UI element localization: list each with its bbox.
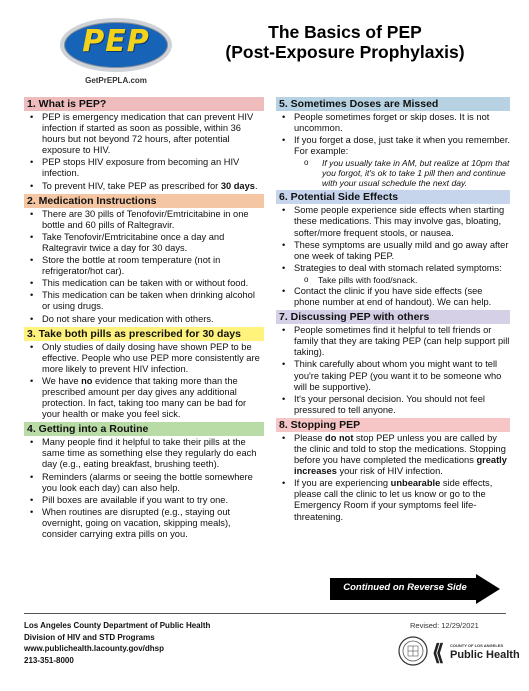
list-item: • Many people find it helpful to take their pills at the same time as something else they regularly do each day (e.g., eating breakfast, brushing teeth). xyxy=(24,437,264,470)
footer-division: Division of HIV and STD Programs xyxy=(24,632,155,642)
page-title xyxy=(200,22,490,62)
sub-list-item: o If you usually take in AM, but realize at 10pm that you forgot, it's ok to take 1 pill then and continue with your usual schedule the next day. xyxy=(294,158,510,188)
list-item: • This medication can be taken with or without food. xyxy=(24,278,264,289)
list-item: • We have no evidence that taking more than the prescribed amount per day gives any additional protection. In fact, taking too many can be bad for your health or make you feel sick. xyxy=(24,376,264,420)
footer-contact xyxy=(24,620,210,666)
list-item: • People sometimes find it helpful to tell friends or family that they are taking PEP (can help support pill taking). xyxy=(276,325,510,358)
section-heading: 1. What is PEP? xyxy=(24,97,264,111)
footer-divider xyxy=(24,613,506,614)
section-heading: 6. Potential Side Effects xyxy=(276,190,510,204)
list-item: • Strategies to deal with stomach related symptoms: o Take pills with food/snack. xyxy=(276,263,510,285)
list-item: • It's your personal decision. You should not feel pressured to tell anyone. xyxy=(276,394,510,416)
list-item: • Do not share your medication with others. xyxy=(24,314,264,325)
section-side-effects xyxy=(276,190,510,308)
public-health-name: Public Health xyxy=(450,649,520,661)
section-heading: 2. Medication Instructions xyxy=(24,194,264,208)
list-item: • Only studies of daily dosing have shown PEP to be effective. People who use PEP more consistently are more likely to prevent HIV infection. xyxy=(24,342,264,375)
section-discussing-pep xyxy=(276,310,510,416)
right-column xyxy=(276,97,510,525)
public-health-county: COUNTY OF LOS ANGELES xyxy=(450,643,504,648)
title-line1: The Basics of PEP xyxy=(268,22,422,42)
sub-list-item: o Take pills with food/snack. xyxy=(294,275,510,285)
list-item: • When routines are disrupted (e.g., staying out overnight, going on vacation, skipping meals), consider carrying extra pills on you. xyxy=(24,507,264,540)
left-column xyxy=(24,97,264,542)
public-health-logo xyxy=(432,640,520,666)
footer-department: Los Angeles County Department of Public Health xyxy=(24,621,211,630)
section-medication-instructions xyxy=(24,194,264,325)
list-item: • These symptoms are usually mild and go away after one week of taking PEP. xyxy=(276,240,510,262)
list-item: • To prevent HIV, take PEP as prescribed for 30 days. xyxy=(24,181,264,192)
list-item: • This medication can be taken when drinking alcohol or using drugs. xyxy=(24,290,264,312)
list-item: • Some people experience side effects when starting these medications. This may involve gas, bloating, softer/more frequent stools, or nausea. xyxy=(276,205,510,238)
list-item: • People sometimes forget or skip doses. It is not uncommon. xyxy=(276,112,510,134)
list-item: • If you are experiencing unbearable side effects, please call the clinic to let us know or go to the Emergency Room if your symptoms feel life-threatening. xyxy=(276,478,510,522)
list-item: • Think carefully about whom you might want to tell you're taking PEP (you want it to be someone who will be supportive). xyxy=(276,359,510,392)
list-item: • Please do not stop PEP unless you are called by the clinic and told to stop the medications. Stopping before you have completed the medications greatly increases your risk of HIV infection. xyxy=(276,433,510,477)
section-stopping-pep xyxy=(276,418,510,523)
list-item: • PEP is emergency medication that can prevent HIV infection if started as soon as possible, within 36 hours but not beyond 72 hours, after potential exposure to HIV. xyxy=(24,112,264,156)
list-item: • Contact the clinic if you have side effects (see phone number at end of handout). We can help. xyxy=(276,286,510,308)
section-what-is-pep xyxy=(24,97,264,192)
footer-website: www.publichealth.lacounty.gov/dhsp xyxy=(24,644,165,653)
county-seal-icon xyxy=(398,636,428,666)
section-missed-doses xyxy=(276,97,510,188)
list-item: • Reminders (alarms or seeing the bottle somewhere you look each day) can also help. xyxy=(24,472,264,494)
continued-arrow xyxy=(330,574,500,604)
footer-phone: 213-351-8000 xyxy=(24,655,74,665)
logo-url: GetPrEPLA.com xyxy=(85,76,147,85)
list-item: • If you forget a dose, just take it when you remember. For example: o If you usually take in AM, but realize at 10pm that you forgot, it's ok to take 1 pill then and continue with your usual schedule the next day. xyxy=(276,135,510,188)
section-take-both-pills xyxy=(24,327,264,421)
section-heading: 8. Stopping PEP xyxy=(276,418,510,432)
list-item: • Take Tenofovir/Emtricitabine once a day and Raltegravir twice a day for 30 days. xyxy=(24,232,264,254)
list-item: • Store the bottle at room temperature (not in refrigerator/hot car). xyxy=(24,255,264,277)
section-routine xyxy=(24,422,264,540)
list-item: • There are 30 pills of Tenofovir/Emtricitabine in one bottle and 60 pills of Raltegravir. xyxy=(24,209,264,231)
section-heading: 4. Getting into a Routine xyxy=(24,422,264,436)
pep-logo xyxy=(60,18,172,88)
section-heading: 3. Take both pills as prescribed for 30 days xyxy=(24,327,264,341)
logo-text: PEP xyxy=(82,24,150,59)
list-item: • PEP stops HIV exposure from becoming an HIV infection. xyxy=(24,157,264,179)
section-heading: 5. Sometimes Doses are Missed xyxy=(276,97,510,111)
revised-date: Revised: 12/29/2021 xyxy=(410,621,479,630)
public-health-mark-icon: ⟪ xyxy=(432,640,445,665)
section-heading: 7. Discussing PEP with others xyxy=(276,310,510,324)
list-item: • Pill boxes are available if you want to try one. xyxy=(24,495,264,506)
title-line2: (Post-Exposure Prophylaxis) xyxy=(225,42,465,62)
continued-text: Continued on Reverse Side xyxy=(343,582,467,593)
